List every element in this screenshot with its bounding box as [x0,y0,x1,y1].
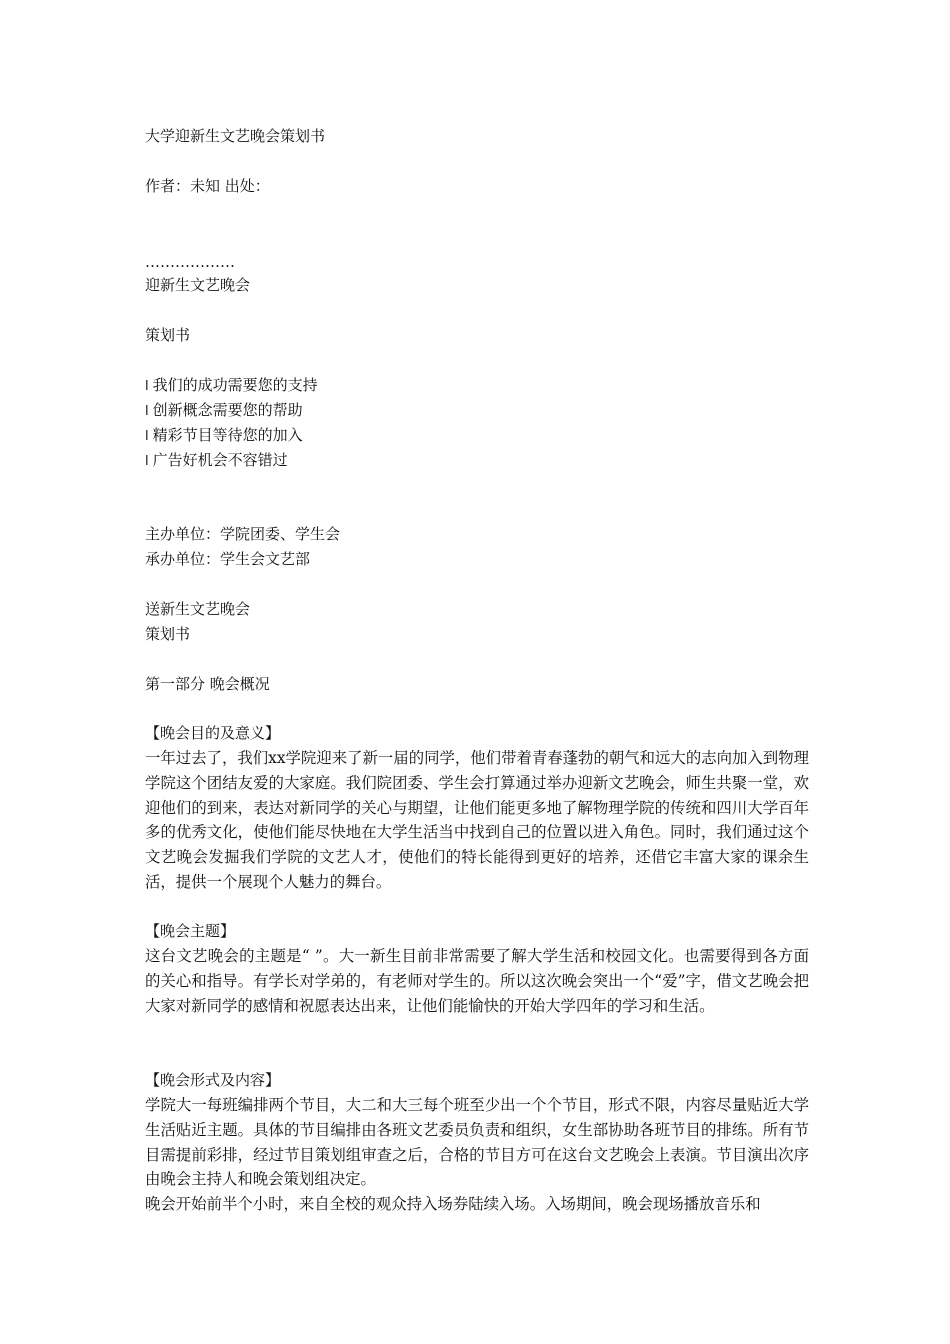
section-body: 学院大一每班编排两个节目，大二和大三每个班至少出一个个节目，形式不限，内容尽量贴近大学生活贴近主题。具体的节目编排由各班文艺委员负责和组织，女生部协助各班节目的排练。所有节目需提前彩排，经过节目策划组审查之后，合格的节目方可在这台文艺晚会上表演。节目演出次序由晚会主持人和晚会策划组决定。 [145,1096,809,1189]
bullet-mark: l [145,454,149,469]
bullet-mark: l [145,404,149,419]
bullet-item: l 我们的成功需要您的支持 [145,375,318,395]
subtitle-line-2: 策划书 [145,625,191,643]
bullet-mark: l [145,379,149,394]
bullet-mark: l [145,429,149,444]
section-heading: 【晚会形式及内容】 [145,1071,281,1089]
section-body: 一年过去了，我们xx学院迎来了新一届的同学，他们带着青春蓬勃的朝气和远大的志向加入到物理学院这个团结友爱的大家庭。我们院团委、学生会打算通过举办迎新文艺晚会，师生共聚一堂，欢迎他们的到来，表达对新同学的关心与期望，让他们能更多地了解物理学院的传统和四川大学百年多的优秀文化，使他们能尽快地在大学生活当中找到自己的位置以进入角色。同时，我们通过这个文艺晚会发掘我们学院的文艺人才，使他们的特长能得到更好的培养，还借它丰富大家的课余生活，提供一个展现个人魅力的舞台。 [145,749,809,891]
cover-title: 迎新生文艺晚会 [145,276,251,294]
section-body: 这台文艺晚会的主题是“ ”。大一新生目前非常需要了解大学生活和校园文化。也需要得到各方面的关心和指导。有学长对学弟的，有老师对学生的。所以这次晚会突出一个“爱”字，借文艺晚会把大家对新同学的感情和祝愿表达出来，让他们能愉快的开始大学四年的学习和生活。 [145,947,809,1015]
document-title: 大学迎新生文艺晚会策划书 [145,127,326,145]
bullet-item: l 精彩节目等待您的加入 [145,425,303,445]
part-heading: 第一部分 晚会概况 [145,675,270,693]
bullet-item: l 创新概念需要您的帮助 [145,400,303,420]
byline: 作者：未知 出处： [145,177,270,195]
cover-subtitle: 策划书 [145,326,191,344]
section-body-continued: 晚会开始前半个小时，来自全校的观众持入场券陆续入场。入场期间，晚会现场播放音乐和 [145,1195,761,1213]
subtitle-line-1: 送新生文艺晚会 [145,600,251,618]
dot-leader: ……………… [145,253,235,271]
section-heading: 【晚会主题】 [145,922,236,940]
undertaker-line: 承办单位：学生会文艺部 [145,550,311,568]
bullet-item: l 广告好机会不容错过 [145,450,288,470]
section-heading: 【晚会目的及意义】 [145,724,281,742]
organizer-line: 主办单位：学院团委、学生会 [145,525,341,543]
